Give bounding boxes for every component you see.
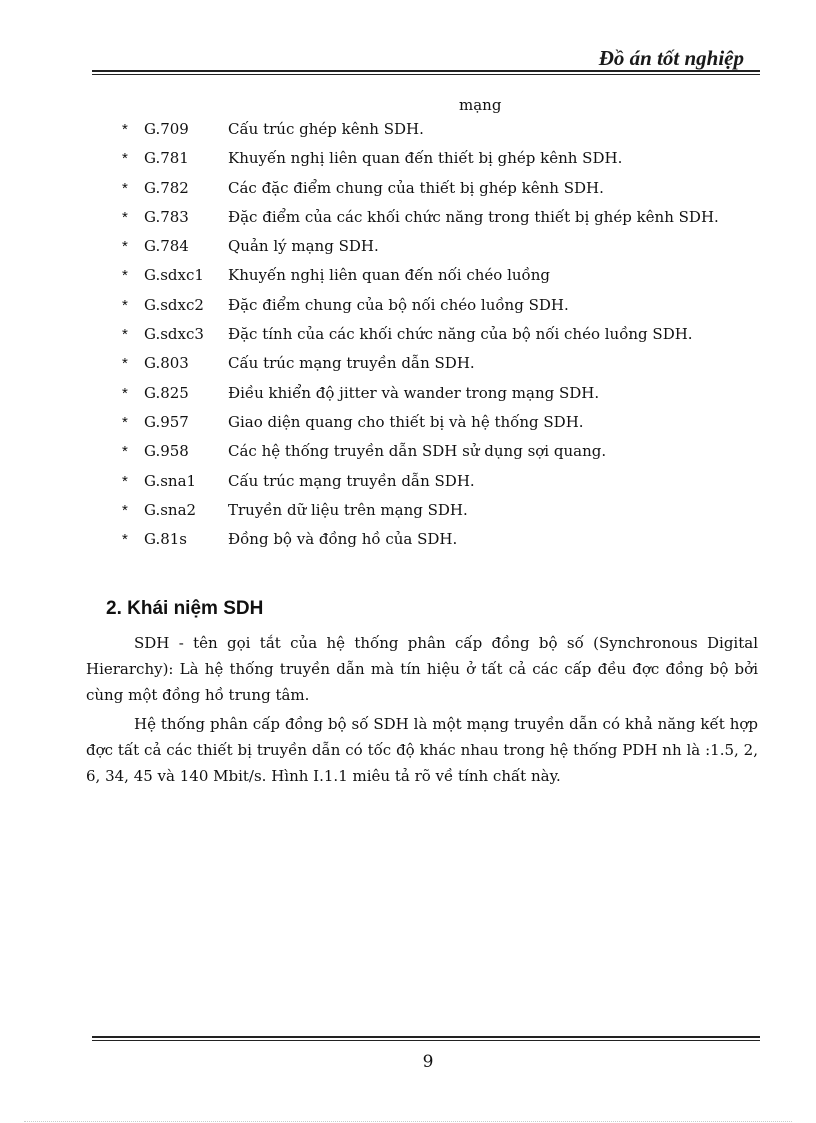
list-item — [122, 266, 762, 295]
paragraph-text: SDH - tên gọi tắt của hệ thống phân cấp đồng bộ số (Synchronous Digital Hierarchy): Là hệ thống truyền dẫn mà tín hiệu ở tất cả các cấp đều đợc đồng bộ bởi cùng một đồng hồ trung tâm. — [86, 634, 758, 704]
bullet-star: * — [122, 501, 128, 519]
list-item — [122, 149, 762, 178]
spec-code: G.sdxc3 — [144, 325, 204, 344]
spec-description: Đặc điểm chung của bộ nối chéo luồng SDH. — [228, 295, 569, 314]
paragraph-text: Hệ thống phân cấp đồng bộ số SDH là một mạng truyền dẫn có khả năng kết hợp đợc tất cả các thiết bị truyền dẫn có tốc độ khác nhau trong hệ thống PDH nh là :1.5, 2, 6, 34, 45 và 140 Mbit/s. Hình I.1.1 miêu tả rõ về tính chất này. — [86, 715, 758, 785]
list-item — [122, 120, 762, 149]
bullet-star: * — [122, 238, 128, 256]
spec-code: G.782 — [144, 178, 189, 197]
list-item — [122, 179, 762, 208]
spec-code: G.709 — [144, 120, 189, 138]
spec-code: G.957 — [144, 412, 189, 431]
list-item — [122, 325, 762, 354]
spec-code: G.81s — [144, 530, 188, 549]
list-item — [122, 208, 762, 237]
spec-description: Quản lý mạng SDH. — [228, 237, 379, 256]
list-item — [122, 530, 762, 559]
spec-description: Truyền dữ liệu trên mạng SDH. — [228, 500, 468, 519]
spec-code: G.sna1 — [144, 471, 197, 490]
spec-description: Khuyến nghị liên quan đến nối chéo luồng — [228, 266, 550, 285]
spec-description: Đặc điểm của các khối chức năng trong thiết bị ghép kênh SDH. — [228, 207, 719, 226]
paragraph-sdh-definition — [86, 630, 758, 708]
bullet-star: * — [122, 150, 128, 168]
spec-description: Giao diện quang cho thiết bị và hệ thống SDH. — [228, 412, 584, 431]
spec-code: G.781 — [144, 149, 189, 168]
bullet-star: * — [122, 443, 128, 461]
list-item — [122, 354, 762, 383]
spec-code: G.784 — [144, 237, 189, 256]
running-header-title: Đồ án tốt nghiệp — [598, 46, 744, 70]
spec-description: Cấu trúc ghép kênh SDH. — [228, 120, 424, 138]
footer-rule — [92, 1036, 760, 1038]
spec-description: Khuyến nghị liên quan đến thiết bị ghép kênh SDH. — [228, 149, 623, 168]
spec-description: Đặc tính của các khối chức năng của bộ nối chéo luồng SDH. — [228, 325, 693, 344]
spec-code: G.sdxc1 — [144, 266, 204, 285]
spec-code: G.sna2 — [144, 500, 197, 519]
bullet-star: * — [122, 355, 128, 373]
list-item — [122, 384, 762, 413]
spec-description: Đồng bộ và đồng hồ của SDH. — [228, 530, 458, 549]
bullet-star: * — [122, 326, 128, 344]
paragraph-sdh-hierarchy — [86, 711, 758, 789]
spec-code: G.783 — [144, 207, 189, 226]
section-heading: 2. Khái niệm SDH — [106, 598, 264, 619]
bullet-star: * — [122, 413, 128, 431]
spec-description: Cấu trúc mạng truyền dẫn SDH. — [228, 354, 475, 373]
bullet-star: * — [122, 531, 128, 549]
spec-description: Các đặc điểm chung của thiết bị ghép kênh SDH. — [228, 178, 604, 197]
bullet-star: * — [122, 267, 128, 285]
continued-text: mạng — [459, 96, 502, 114]
list-item — [122, 296, 762, 325]
bullet-star: * — [122, 208, 128, 226]
spec-description: Cấu trúc mạng truyền dẫn SDH. — [228, 471, 475, 490]
header-rule — [92, 70, 760, 72]
spec-description: Các hệ thống truyền dẫn SDH sử dụng sợi quang. — [228, 442, 607, 461]
spec-list — [122, 120, 762, 559]
list-item — [122, 413, 762, 442]
list-item — [122, 501, 762, 530]
footer-rule-thin — [92, 1040, 760, 1041]
spec-code: G.958 — [144, 442, 189, 461]
spec-code: G.sdxc2 — [144, 295, 204, 314]
spec-code: G.803 — [144, 354, 189, 373]
page-edge-divider — [24, 1121, 792, 1122]
bullet-star: * — [122, 179, 128, 197]
list-item — [122, 472, 762, 501]
spec-description: Điều khiển độ jitter và wander trong mạng SDH. — [228, 383, 600, 402]
spec-code: G.825 — [144, 383, 189, 402]
bullet-star: * — [122, 384, 128, 402]
header-rule-thin — [92, 74, 760, 75]
page-number: 9 — [422, 1052, 434, 1072]
bullet-star: * — [122, 296, 128, 314]
list-item — [122, 237, 762, 266]
bullet-star: * — [122, 121, 128, 138]
list-item — [122, 442, 762, 471]
bullet-star: * — [122, 472, 128, 490]
